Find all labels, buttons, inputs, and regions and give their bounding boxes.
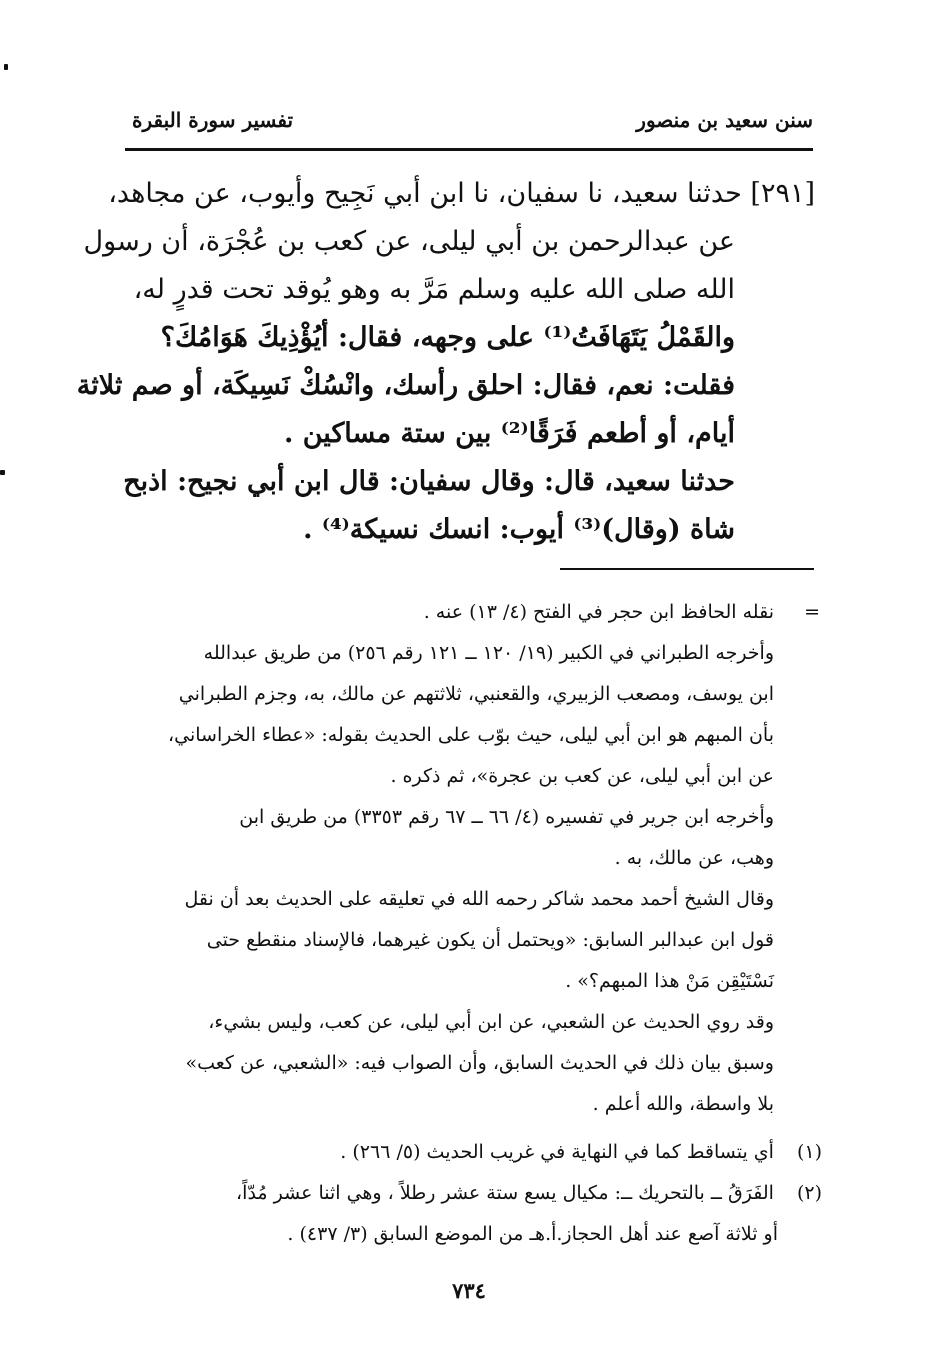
footnote-number: (١) (796, 1141, 822, 1163)
section-title: تفسير سورة البقرة (132, 108, 294, 132)
hadith-number: [٢٩١] (750, 178, 815, 209)
note-line: وقال الشيخ أحمد محمد شاكر رحمه الله في تعليقه على الحديث بعد أن نقل (184, 888, 774, 910)
hadith-line-4: والقَمْلُ يَتَهَافَتُ⁽¹⁾ على وجهه، فقال: أيُؤْذِيكَ هَوَامُكَ؟ (160, 322, 735, 353)
footnote-text: الفَرَقُ ــ بالتحريك ــ: مكيال يسع ستة عشر رطلاً ، وهي اثنا عشر مُدّاً، (236, 1182, 774, 1204)
hadith-line-8: شاة (وقال)⁽³⁾ أيوب: انسك نسيكة⁽⁴⁾ . (303, 514, 735, 545)
hadith-line-6: أيام، أو أطعم فَرَقًا⁽²⁾ بين ستة مساكين . (283, 418, 735, 449)
hadith-line-3 (120, 266, 815, 314)
note-line: وهب، عن مالك، به . (614, 847, 774, 869)
footnote-2 (122, 1173, 822, 1214)
running-header (120, 100, 825, 136)
note-line: قول ابن عبدالبر السابق: «ويحتمل أن يكون غيرهما، فالإسناد منقطع حتى (206, 929, 774, 951)
continued-notes (122, 592, 822, 1125)
note-line: وأخرجه الطبراني في الكبير (١٩/ ١٢٠ ــ ١٢١ رقم ٢٥٦) من طريق عبدالله (203, 642, 774, 664)
continuation-marker: = (804, 601, 820, 623)
hadith-line-5: فقلت: نعم، فقال: احلق رأسك، وانْسُكْ نَسِيكَة، أو صم ثلاثة (76, 370, 735, 401)
note-line: وقد روي الحديث عن الشعبي، عن ابن أبي ليلى، عن كعب، وليس بشيء، (208, 1011, 774, 1033)
scan-mark-middle (0, 470, 5, 475)
footnote-number: (٢) (796, 1182, 822, 1204)
footnote-2-continuation: أو ثلاثة آصع عند أهل الحجاز.أ.هـ من الموضع السابق (٣/ ٤٣٧) . (287, 1223, 778, 1245)
footnote-1 (122, 1132, 822, 1173)
note-line: نَسْتَيْقِن مَنْ هذا المبهم؟» . (565, 970, 774, 992)
page-number: ٧٣٤ (452, 1278, 486, 1303)
note-line: بأن المبهم هو ابن أبي ليلى، حيث بوّب على الحديث بقوله: «عطاء الخراساني، (167, 724, 774, 746)
note-line: عن ابن أبي ليلى، عن كعب بن عجرة»، ثم ذكره . (390, 765, 774, 787)
hadith-line-1 (108, 170, 815, 218)
footnote-separator (560, 568, 814, 570)
note-line: وأخرجه ابن جرير في تفسيره (٤/ ٦٦ ــ ٦٧ رقم ٣٣٥٣) من طريق ابن (239, 806, 774, 828)
hadith-text (76, 170, 815, 554)
note-line: بلا واسطة، والله أعلم . (592, 1093, 774, 1115)
hadith-line-2: عن عبدالرحمن بن أبي ليلى، عن كعب بن عُجْرَة، أن رسول (83, 226, 735, 257)
header-rule (125, 148, 813, 151)
hadith-line-7: حدثنا سعيد، قال: وقال سفيان: قال ابن أبي نجيح: اذبح (123, 466, 735, 497)
footnotes (122, 1132, 822, 1255)
hadith-line-text: الله صلى الله عليه وسلم مَرَّ به وهو يُوقد تحت قدرٍ له، (133, 274, 735, 305)
scan-mark-top (4, 64, 8, 70)
note-line: وسبق بيان ذلك في الحديث السابق، وأن الصواب فيه: «الشعبي، عن كعب» (185, 1052, 774, 1074)
note-line: ابن يوسف، ومصعب الزبيري، والقعنبي، ثلاثتهم عن مالك، به، وجزم الطبراني (178, 683, 774, 705)
book-title: سنن سعيد بن منصور (636, 108, 813, 132)
footnote-text: أي يتساقط كما في النهاية في غريب الحديث (٥/ ٢٦٦) . (340, 1141, 774, 1163)
hadith-line-text: حدثنا سعيد، نا سفيان، نا ابن أبي نَجِيح وأيوب، عن مجاهد، (108, 178, 742, 209)
note-line: نقله الحافظ ابن حجر في الفتح (٤/ ١٣) عنه . (423, 601, 774, 623)
